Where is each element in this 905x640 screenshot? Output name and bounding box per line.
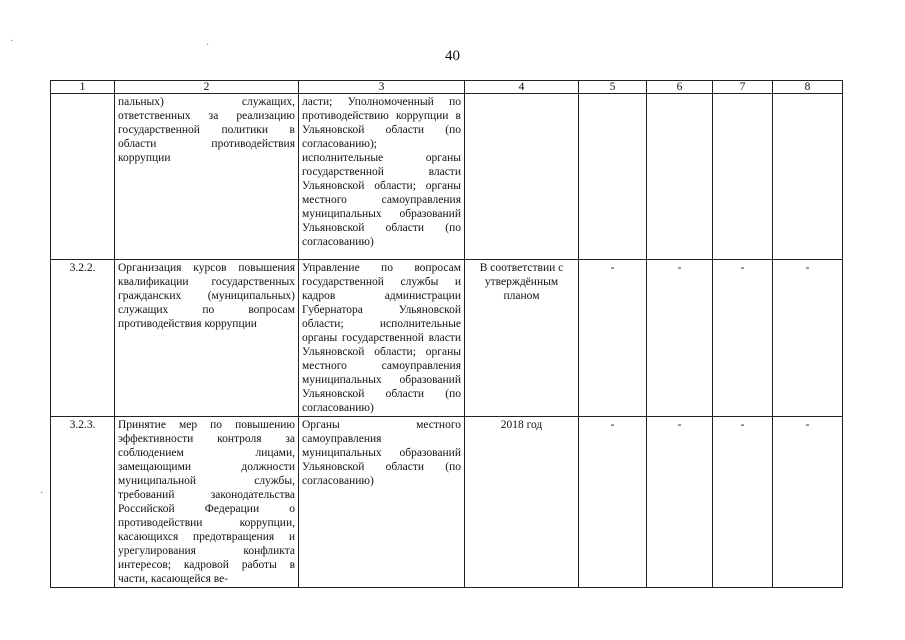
col7-cell [713,94,773,260]
page-number: 40 [445,48,460,64]
measures-table [50,80,843,588]
row-number [51,94,115,260]
header-col-6: 6 [647,81,713,94]
col8-cell [773,94,843,260]
header-col-3: 3 [299,81,465,94]
col5-cell [579,94,647,260]
row-number: 3.2.2. [51,260,115,417]
scan-speck: · [206,40,210,51]
measure-cell: Организация курсов повышения квалификации государственных гражданских (муниципальных) служащих по вопросам противодействия коррупции [115,260,299,417]
col5-cell: - [579,260,647,417]
table-row [51,260,843,417]
measure-cell: Принятие мер по повышению эффективности контроля за соблюдением лицами, замещающими должности муниципальной службы, требований законодательства Российской Федерации о противодействии коррупции, касающихся предотвращения и урегулирования конфликта интересов; кадровой работы в части, касающейся ве- [115,417,299,588]
col7-cell: - [713,417,773,588]
header-col-2: 2 [115,81,299,94]
col6-cell: - [647,417,713,588]
header-row [51,81,843,94]
col5-cell: - [579,417,647,588]
table-row [51,94,843,260]
header-col-7: 7 [713,81,773,94]
header-col-4: 4 [465,81,579,94]
col8-cell: - [773,260,843,417]
term-cell: В соответствии с утверждённым планом [465,260,579,417]
executor-cell: ласти; Уполномоченный по противодействию коррупции в Ульяновской области (по согласованию); исполнительные органы государственной власти Ульяновской области; органы местного самоуправления муниципальных образований Ульяновской области (по согласованию) [299,94,465,260]
col7-cell: - [713,260,773,417]
col8-cell: - [773,417,843,588]
header-col-5: 5 [579,81,647,94]
executor-cell: Органы местного самоуправления муниципальных образований Ульяновской области (по согласованию) [299,417,465,588]
row-number: 3.2.3. [51,417,115,588]
scan-speck: · [10,36,14,47]
term-cell: 2018 год [465,417,579,588]
col6-cell [647,94,713,260]
executor-cell: Управление по вопросам государственной службы и кадров администрации Губернатора Ульяновской области; исполнительные органы государственной власти Ульяновской области; органы местного самоуправления муниципальных образований Ульяновской области (по согласованию) [299,260,465,417]
measure-cell: пальных) служащих, ответственных за реализацию государственной политики в области противодействия коррупции [115,94,299,260]
header-col-1: 1 [51,81,115,94]
scan-speck: · [40,488,44,499]
term-cell [465,94,579,260]
table-row [51,417,843,588]
col6-cell: - [647,260,713,417]
header-col-8: 8 [773,81,843,94]
